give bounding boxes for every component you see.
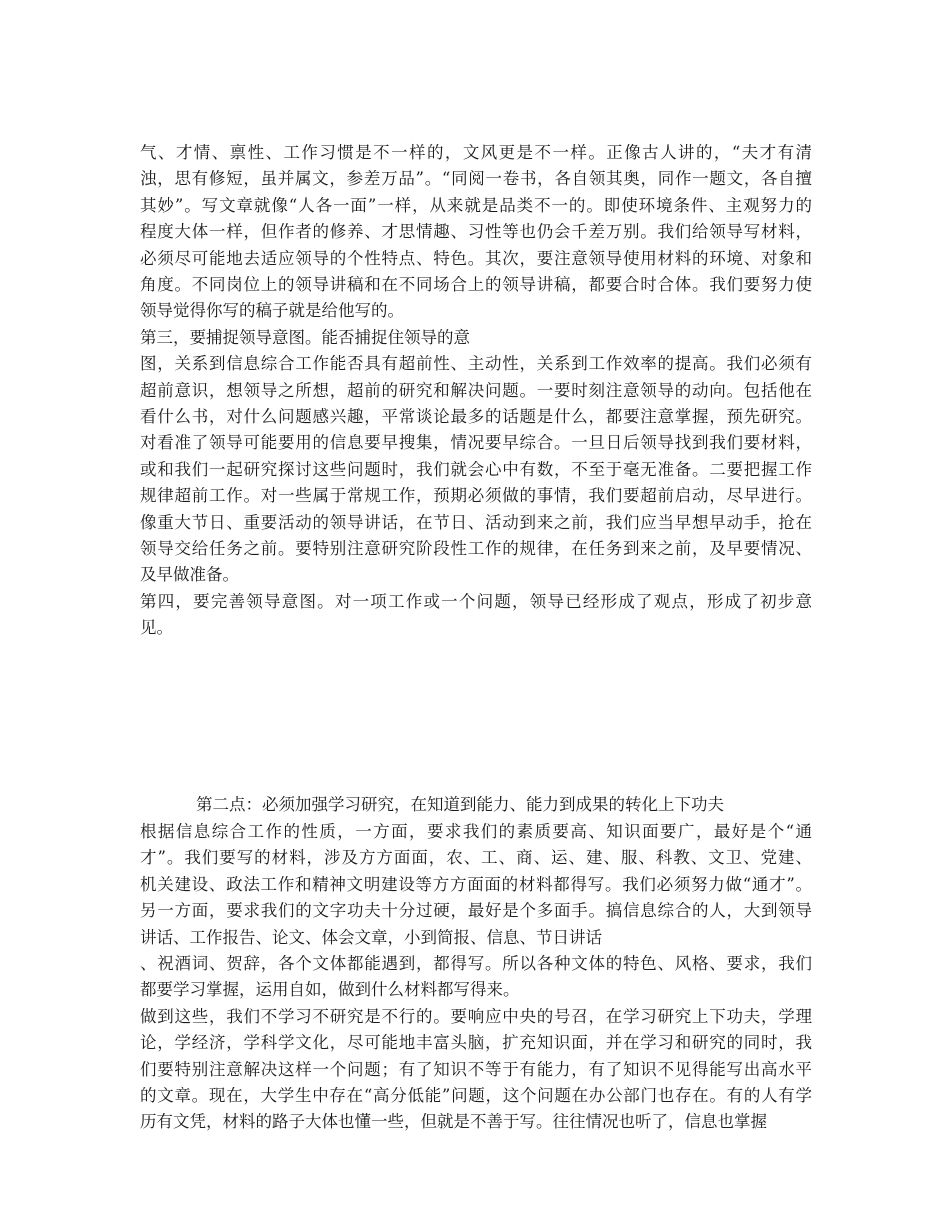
text-line: 都要学习掌握，运用自如，做到什么材料都写得来。 xyxy=(140,980,520,1000)
text-line: 第三，要捕捉领导意图。能否捕捉住领导的意 xyxy=(140,327,470,347)
text-line: 论，学经济，学科学文化，尽可能地丰富头脑，扩充知识面，并在学习和研究的同时，我 xyxy=(140,1033,812,1053)
text-line: 看什么书，对什么问题感兴趣，平常谈论最多的话题是什么，都要注意掌握，预先研究。 xyxy=(140,407,812,426)
text-line: 浊，思有修短，虽并属文，参差万品”。“同阅一卷书，各自领其奥，同作一题文，各自擅 xyxy=(140,169,812,189)
text-line: 规律超前工作。对一些属于常规工作，预期必须做的事情，我们要超前启动，尽早进行。 xyxy=(140,486,812,506)
text-line: 图，关系到信息综合工作能否具有超前性、主动性，关系到工作效率的提高。我们必须有 xyxy=(140,354,812,374)
text-line: 及早做准备。 xyxy=(140,565,239,585)
text-line: 气、才情、禀性、工作习惯是不一样的，文风更是不一样。正像古人讲的，“夫才有清 xyxy=(140,143,812,162)
text-line: 见。 xyxy=(140,618,173,638)
text-line: 像重大节日、重要活动的领导讲话，在节日、活动到来之前，我们应当早想早动手，抢在 xyxy=(140,512,812,532)
text-line: 历有文凭，材料的路子大体也懂一些，但就是不善于写。往往情况也听了，信息也掌握 xyxy=(140,1112,767,1132)
text-line: 其妙”。写文章就像“人各一面”一样，从来就是品类不一的。即使环境条件、主观努力的 xyxy=(140,195,812,215)
text-line: 才”。我们要写的材料，涉及方方面面，农、工、商、运、建、服、科教、文卫、党建、 xyxy=(140,848,812,868)
text-line: 程度大体一样，但作者的修养、才思情趣、习性等也仍会千差万别。我们给领导写材料， xyxy=(140,222,812,242)
text-line: 必须尽可能地去适应领导的个性特点、特色。其次，要注意领导使用材料的环境、对象和 xyxy=(140,248,812,268)
text-line: 讲话、工作报告、论文、体会文章，小到简报、信息、节日讲话 xyxy=(140,927,602,947)
text-line: 领导交给任务之前。要特别注意研究阶段性工作的规律，在任务到来之前，及早要情况、 xyxy=(140,539,812,558)
text-line: 第四，要完善领导意图。对一项工作或一个问题，领导已经形成了观点，形成了初步意 xyxy=(140,591,812,611)
text-line: 机关建设、政法工作和精神文明建设等方方面面的材料都得写。我们必须努力做“通才”。 xyxy=(140,874,812,894)
text-line: 做到这些，我们不学习不研究是不行的。要响应中央的号召，在学习研究上下功夫，学理 xyxy=(140,1006,812,1026)
text-line: 对看准了领导可能要用的信息要早搜集，情况要早综合。一旦日后领导找到我们要材料， xyxy=(140,433,812,453)
text-line: 角度。不同岗位上的领导讲稿和在不同场合上的领导讲稿，都要合时合体。我们要努力使 xyxy=(140,275,812,294)
text-line: 根据信息综合工作的性质，一方面，要求我们的素质要高、知识面要广，最好是个“通 xyxy=(140,822,812,841)
text-line: 领导觉得你写的稿子就是给他写的。 xyxy=(140,301,404,321)
text-line: 另一方面，要求我们的文字功夫十分过硬，最好是个多面手。搞信息综合的人，大到领导 xyxy=(140,901,812,921)
text-line: 的文章。现在，大学生中存在“高分低能”问题，这个问题在办公部门也存在。有的人有学 xyxy=(140,1086,812,1105)
text-line: 们要特别注意解决这样一个问题；有了知识不等于有能力，有了知识不见得能写出高水平 xyxy=(140,1059,812,1079)
text-line: 超前意识，想领导之所想，超前的研究和解决问题。一要时刻注意领导的动向。包括他在 xyxy=(140,380,812,400)
section-two-heading: 第二点：必须加强学习研究，在知道到能力、能力到成果的转化上下功夫 xyxy=(196,795,724,814)
text-line: 或和我们一起研究探讨这些问题时，我们就会心中有数，不至于毫无准备。二要把握工作 xyxy=(140,459,812,479)
text-line: 、祝酒词、贺辞，各个文体都能遇到，都得写。所以各种文体的特色、风格、要求，我们 xyxy=(140,954,812,973)
